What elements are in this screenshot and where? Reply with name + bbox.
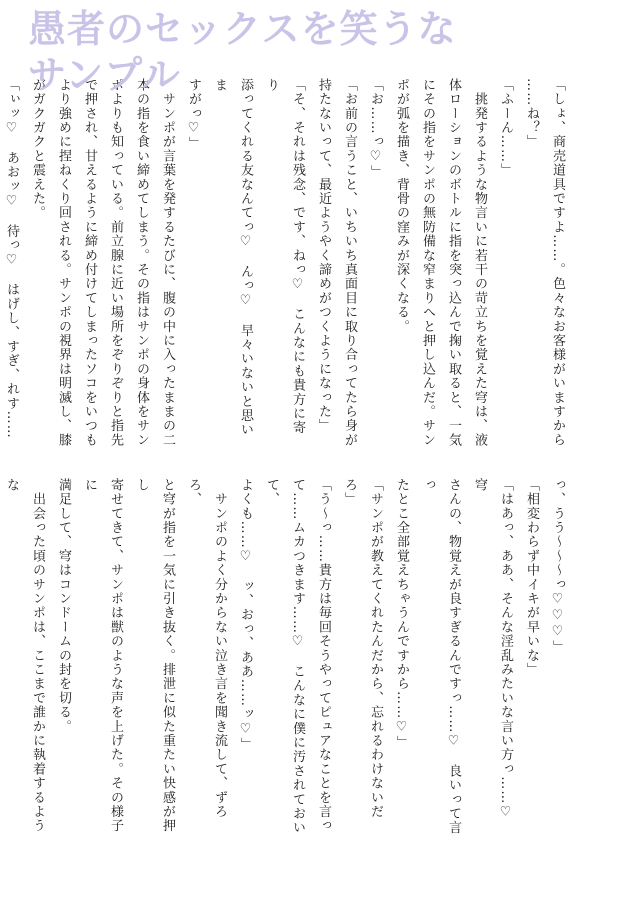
- paragraph: がガクガクと震えた。: [30, 78, 45, 220]
- paragraph: 添ってくれる友なんてっ♡ んっ♡ 早々いないと思いま: [212, 78, 253, 437]
- paragraph: 満足して、穹はコンドームの封を切る。: [56, 478, 71, 734]
- paragraph: で押され、甘えるように締め付けてしまったソコをいつも: [82, 78, 97, 448]
- paragraph: 出会った頃のサンポは、ここまで誰かに執着するような: [4, 478, 45, 833]
- paragraph: ポよりも知っている。前立腺に近い場所をぞりぞりと指先: [108, 78, 123, 448]
- paragraph: 「しょ、商売道具ですよ……。色々なお客様がいますから: [550, 78, 565, 448]
- paragraph: すがっ♡」: [186, 78, 201, 151]
- paragraph: ポが弧を描き、背骨の窪みが深くなる。: [394, 78, 409, 334]
- paragraph: 「お前の言うこと、いちいち真面目に取り合ってたら身が: [342, 78, 357, 448]
- paragraph: て……ムカつきます……♡ こんなに僕に汚されておいて、: [264, 478, 305, 835]
- paragraph: 「相変わらず中イキが早いな」: [524, 478, 539, 677]
- paragraph: 「ぃッ♡ あおッ♡ 待っ♡ はげし、すぎ、れす……: [4, 78, 19, 439]
- paragraph: ……ね？」: [524, 78, 539, 149]
- sample-watermark-title: [28, 6, 457, 98]
- text-column-top: [4, 78, 570, 448]
- paragraph: にその指をサンポの無防備な窄まりへと押し込んだ。サン: [420, 78, 435, 448]
- paragraph: 「はあっ、ああ、そんな淫乱みたいな言い方っ……♡ 穹: [472, 478, 513, 836]
- paragraph: 「そ、それは残念、です、ねっ♡ こんなにも貴方に寄り: [264, 78, 305, 435]
- title-line-1: 愚者のセックスを笑うな: [28, 7, 457, 51]
- paragraph: 持たないって、最近ようやく諦めがつくようになった」: [316, 78, 331, 433]
- paragraph: 「う〜っ……貴方は毎回そうやってピュアなことを言っ: [316, 478, 331, 833]
- text-column-bottom: [4, 478, 570, 840]
- paragraph: 体ローションのボトルに指を突っ込んで掬い取ると、一気: [446, 78, 461, 448]
- paragraph: と穹が指を一気に引き抜く。排泄に似た重たい快感が押し: [134, 478, 175, 833]
- paragraph: 本の指を食い締めてしまう。その指はサンポの身体をサン: [134, 78, 149, 448]
- paragraph: 挑発するような物言いに若干の苛立ちを覚えた穹は、液: [472, 78, 487, 448]
- paragraph: 「ふーん……」: [498, 78, 513, 178]
- paragraph: サンポが言葉を発するたびに、腹の中に入ったままの二: [160, 78, 175, 448]
- paragraph: 「お……っ♡」: [368, 78, 383, 180]
- paragraph: 「サンポが教えてくれたんだから、忘れるわけないだろ」: [342, 478, 383, 819]
- paragraph: っ、うう〜〜〜っ♡♡♡」: [550, 478, 565, 655]
- paragraph: サンポのよく分からない泣き言を聞き流して、ずろろ、: [186, 478, 227, 819]
- paragraph: 寄せてきて、サンポは獣のような声を上げた。その様子に: [82, 478, 123, 833]
- paragraph: よくも……♡ ッ、おっ、ああ……ッ♡」: [238, 478, 253, 752]
- title-line-2: サンプル: [28, 53, 181, 97]
- paragraph: たとこ全部覚えちゃうんですから……♡」: [394, 478, 409, 750]
- paragraph: さんの、物覚えが良すぎるんですっ……♡ 良いって言っ: [420, 478, 461, 835]
- paragraph: より強めに捏ねくり回される。サンポの視界は明滅し、膝: [56, 78, 71, 448]
